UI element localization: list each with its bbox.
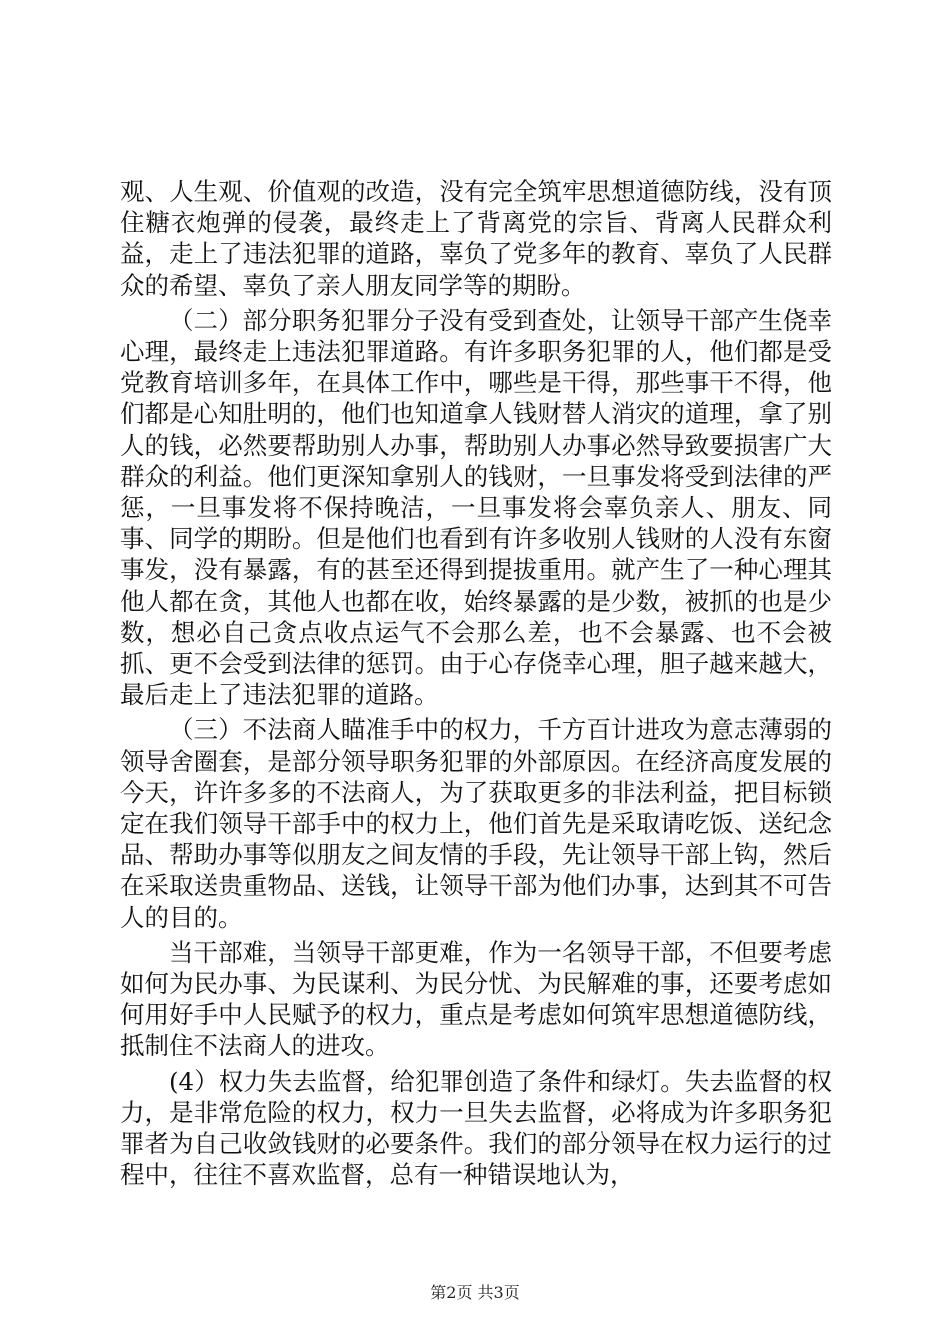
paragraph-section-3: （三）不法商人瞄准手中的权力，千方百计进攻为意志薄弱的领导舍圈套，是部分领导职务犯罪的外部原因。在经济高度发展的今天，许许多多的不法商人，为了获取更多的非法利益，把目标锁定在我们领导干部手中的权力上，他们首先是采取请吃饭、送纪念品、帮助办事等似朋友之间友情的手段，先让领导干部上钩，然后在采取送贵重物品、送钱，让领导干部为他们办事，达到其不可告人的目的。 xyxy=(120,715,832,932)
paragraph-section-2: （二）部分职务犯罪分子没有受到查处，让领导干部产生侥幸心理，最终走上违法犯罪道路。有许多职务犯罪的人，他们都是受党教育培训多年，在具体工作中，哪些是干得，那些事干不得，他们都是心知肚明的，他们也知道拿人钱财替人消灾的道理，拿了别人的钱，必然要帮助别人办事，帮助别人办事必然导致要损害广大群众的利益。他们更深知拿别人的钱财，一旦事发将受到法律的严惩，一旦事发将不保持晚洁，一旦事发将会辜负亲人、朋友、同事、同学的期盼。但是他们也看到有许多收别人钱财的人没有东窗事发，没有暴露，有的甚至还得到提拔重用。就产生了一种心理其他人都在贪，其他人也都在收，始终暴露的是少数，被抓的也是少数，想必自己贪点收点运气不会那么差，也不会暴露、也不会被抓、更不会受到法律的惩罚。由于心存侥幸心理，胆子越来越大，最后走上了违法犯罪的道路。 xyxy=(120,305,832,710)
paragraph-section-4: (4）权力失去监督，给犯罪创造了条件和绿灯。失去监督的权力，是非常危险的权力，权力一旦失去监督，必将成为许多职务犯罪者为自己收敛钱财的必要条件。我们的部分领导在权力运行的过程中，往往不喜欢监督，总有一种错误地认为， xyxy=(120,1066,832,1190)
page-number-footer: 第2页 共3页 xyxy=(430,1283,520,1302)
paragraph-leader-difficulty: 当干部难，当领导干部更难，作为一名领导干部，不但要考虑如何为民办事、为民谋利、为民分忧、为民解难的事，还要考虑如何用好手中人民赋予的权力，重点是考虑如何筑牢思想道德防线，抵制住不法商人的进攻。 xyxy=(120,937,832,1061)
document-body xyxy=(120,176,832,1195)
paragraph-continuation: 观、人生观、价值观的改造，没有完全筑牢思想道德防线，没有顶住糖衣炮弹的侵袭，最终走上了背离党的宗旨、背离人民群众利益，走上了违法犯罪的道路，辜负了党多年的教育、辜负了人民群众的希望、辜负了亲人朋友同学等的期盼。 xyxy=(120,177,832,300)
